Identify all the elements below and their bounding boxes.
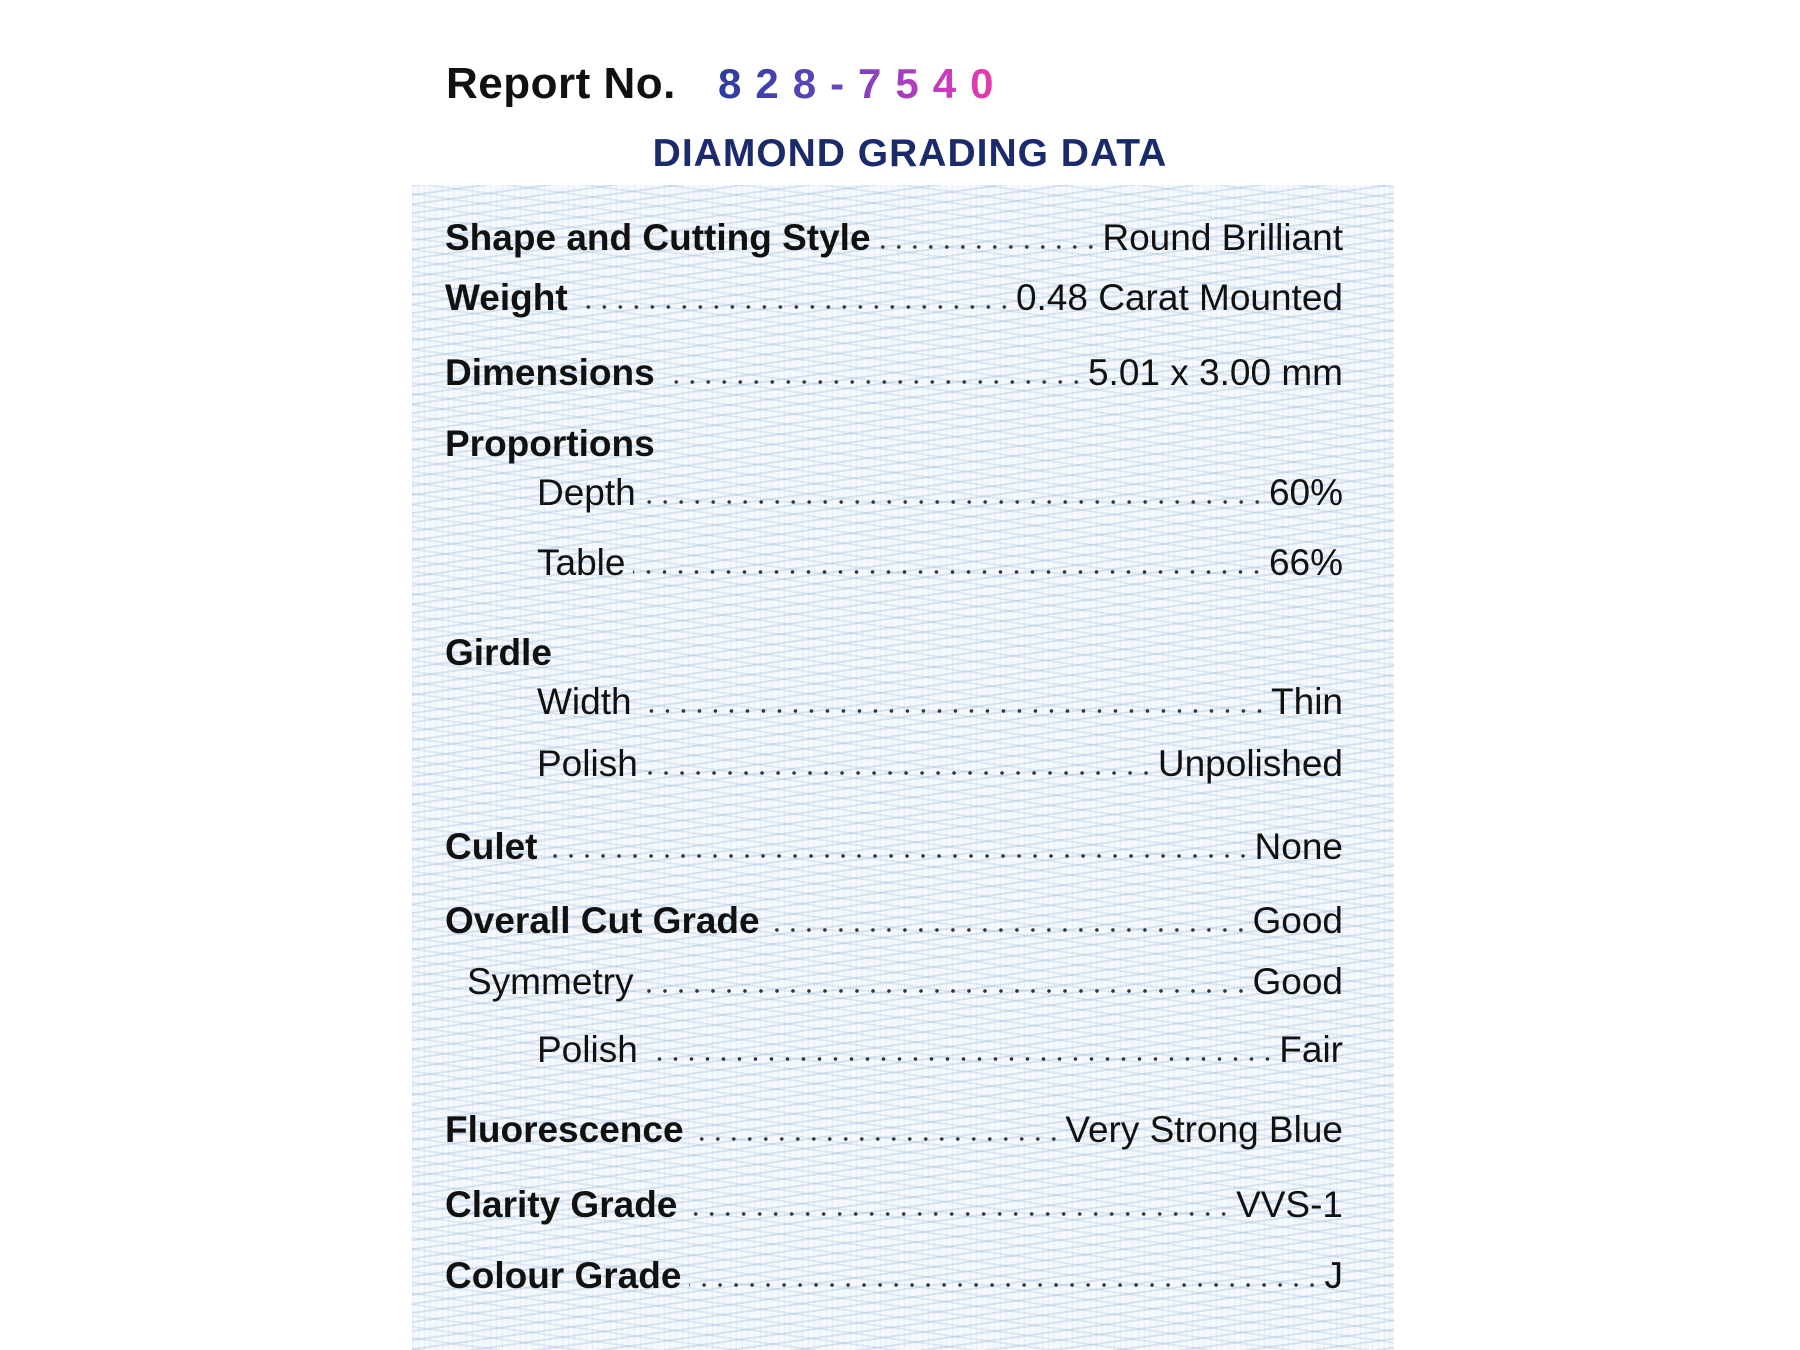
- girdle-heading: Girdle: [445, 632, 552, 673]
- weight-value: 0.48 Carat Mounted: [1015, 277, 1343, 318]
- shape-value: Round Brilliant: [1102, 217, 1343, 258]
- row-culet: [445, 823, 1343, 869]
- clarity-value: VVS-1: [1236, 1184, 1343, 1225]
- dot-leader: [879, 242, 1099, 252]
- dot-leader: [646, 768, 1154, 778]
- depth-label: Depth: [537, 472, 636, 513]
- row-polish: [445, 1026, 1343, 1072]
- dot-leader: [768, 925, 1249, 935]
- dot-leader: [663, 377, 1084, 387]
- row-fluorescence: [445, 1106, 1343, 1152]
- row-girdle-polish: [445, 740, 1343, 786]
- shape-label: Shape and Cutting Style: [445, 217, 871, 258]
- row-girdle-width: [445, 678, 1343, 724]
- row-symmetry: [445, 958, 1343, 1004]
- row-clarity: [445, 1181, 1343, 1227]
- report-number-label: Report No.: [446, 59, 676, 108]
- polish-value: Fair: [1279, 1029, 1343, 1070]
- girdle-polish-label: Polish: [537, 743, 638, 784]
- row-dimensions: [445, 349, 1343, 395]
- culet-label: Culet: [445, 826, 538, 867]
- culet-value: None: [1254, 826, 1343, 867]
- dot-leader: [644, 497, 1265, 507]
- colour-label: Colour Grade: [445, 1255, 682, 1296]
- clarity-label: Clarity Grade: [445, 1184, 678, 1225]
- dot-leader: [685, 1209, 1232, 1219]
- dimensions-label: Dimensions: [445, 352, 655, 393]
- girdle-width-value: Thin: [1271, 681, 1343, 722]
- overall-cut-label: Overall Cut Grade: [445, 900, 760, 941]
- row-shape: [445, 214, 1343, 260]
- row-table: [445, 539, 1343, 585]
- fluorescence-value: Very Strong Blue: [1065, 1109, 1343, 1150]
- polish-label: Polish: [537, 1029, 638, 1070]
- table-value: 66%: [1268, 542, 1343, 583]
- symmetry-value: Good: [1252, 961, 1343, 1002]
- dot-leader: [646, 1054, 1275, 1064]
- girdle-width-label: Width: [537, 681, 632, 722]
- table-label: Table: [537, 542, 626, 583]
- dot-leader: [576, 302, 1012, 312]
- weight-label: Weight: [445, 277, 568, 318]
- row-colour: [445, 1252, 1343, 1298]
- dimensions-value: 5.01 x 3.00 mm: [1087, 352, 1343, 393]
- dot-leader: [640, 706, 1267, 716]
- dot-leader: [642, 986, 1249, 996]
- proportions-heading: Proportions: [445, 423, 655, 464]
- report-number: 828-7540: [718, 60, 1008, 107]
- row-overall-cut: [445, 897, 1343, 943]
- symmetry-label: Symmetry: [467, 961, 634, 1002]
- girdle-polish-value: Unpolished: [1157, 743, 1343, 784]
- dot-leader: [633, 567, 1264, 577]
- dot-leader: [546, 851, 1251, 861]
- colour-value: J: [1324, 1255, 1343, 1296]
- row-depth: [445, 469, 1343, 515]
- fluorescence-label: Fluorescence: [445, 1109, 684, 1150]
- depth-value: 60%: [1268, 472, 1343, 513]
- row-weight: [445, 274, 1343, 320]
- dot-leader: [689, 1280, 1320, 1290]
- overall-cut-value: Good: [1252, 900, 1343, 941]
- document-title: DIAMOND GRADING DATA: [652, 132, 1168, 175]
- dot-leader: [692, 1134, 1062, 1144]
